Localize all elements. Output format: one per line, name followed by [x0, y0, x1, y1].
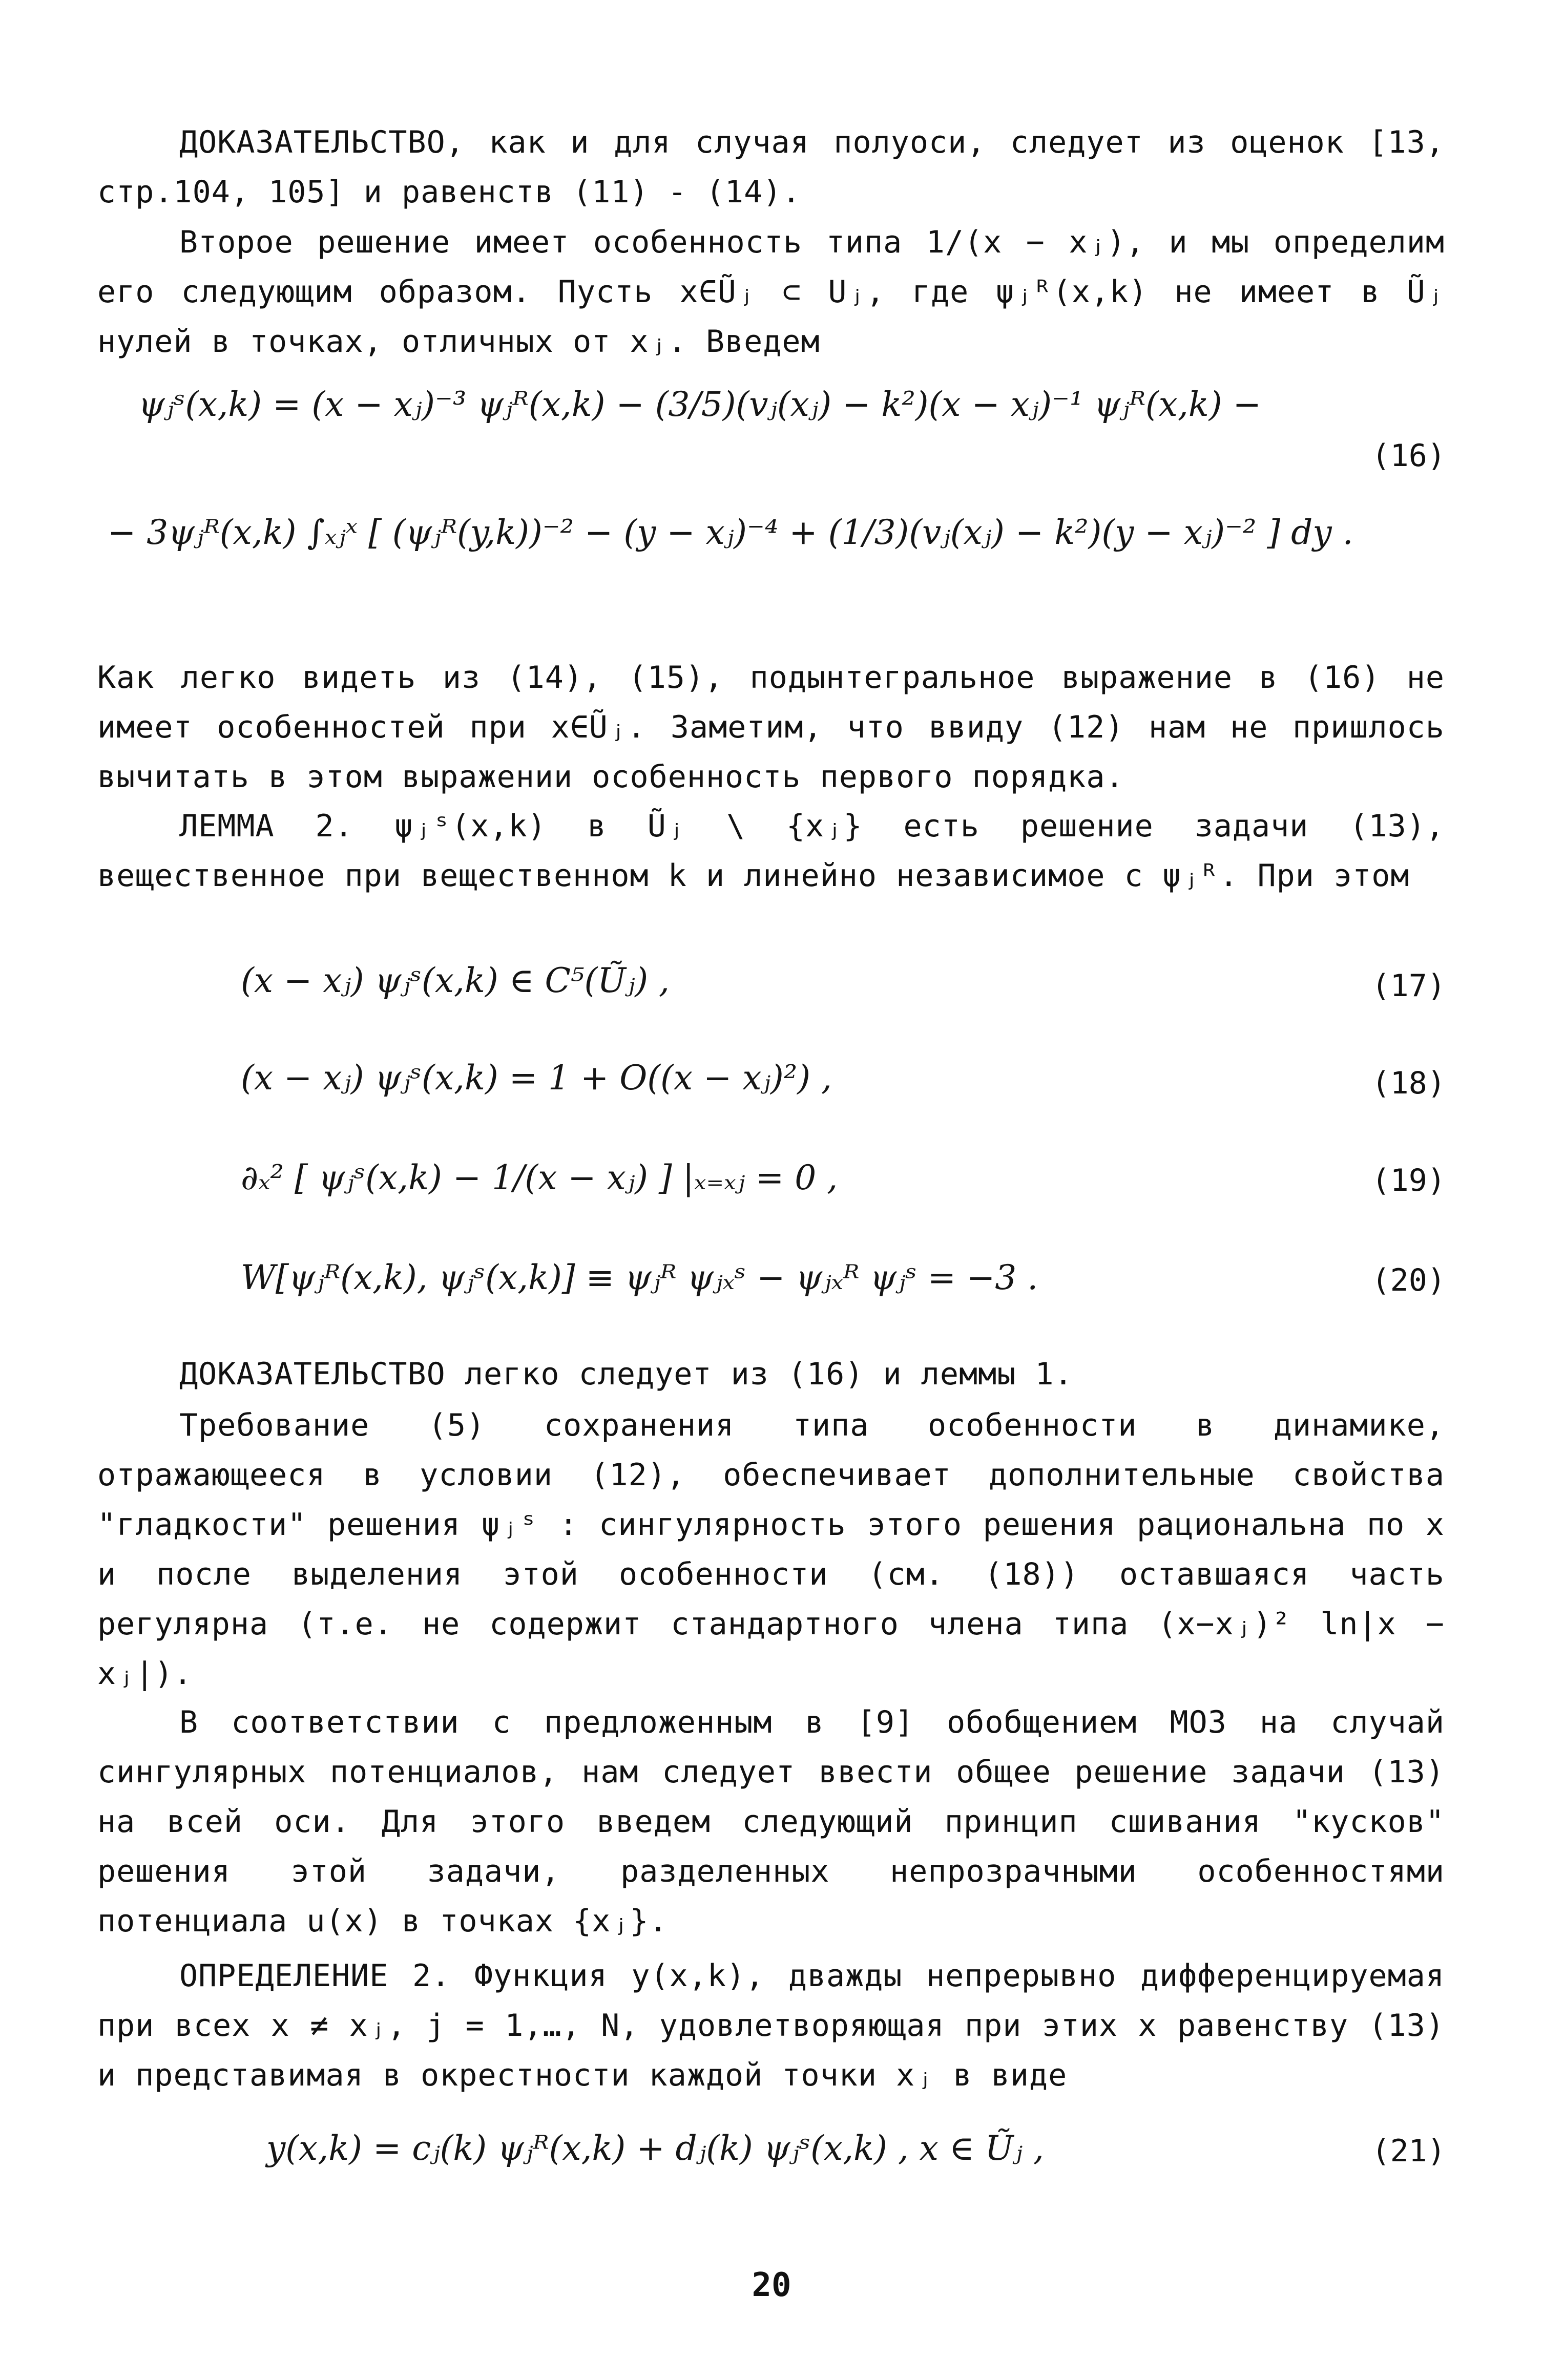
equation-number-17: (17)	[1371, 968, 1446, 1004]
lemma-proof-paragraph: ДОКАЗАТЕЛЬСТВО легко следует из (16) и леммы 1.	[179, 1356, 1073, 1392]
equation-number-19: (19)	[1371, 1163, 1446, 1198]
equation-21: y(x,k) = cⱼ(k) ψⱼᴿ(x,k) + dⱼ(k) ψⱼˢ(x,k) , x ∈ Ũⱼ ,	[266, 2129, 1044, 2168]
definition-2-paragraph: ОПРЕДЕЛЕНИЕ 2. Функция y(x,k), дважды непрерывно дифференцируемая при всех x ≠ xⱼ, j = 1,…, N, удовлетворяющая при этих x равенству (13) и представимая в окрестности каждой точки xⱼ в виде	[97, 1958, 1445, 2093]
equation-number-21: (21)	[1371, 2133, 1446, 2169]
equation-20: W[ψⱼᴿ(x,k), ψⱼˢ(x,k)] ≡ ψⱼᴿ ψⱼₓˢ − ψⱼₓᴿ ψⱼˢ = −3 .	[241, 1258, 1038, 1297]
gluing-principle-paragraph: В соответствии с предложенным в [9] обобщением МОЗ на случай сингулярных потенциалов, нам следует ввести общее решение задачи (13) на всей оси. Для этого введем следующий принцип сшивания "кусков" решения этой задачи, разделенных непрозрачными особенностями потенциала u(x) в точках {xⱼ}.	[97, 1704, 1445, 1939]
lemma-2-paragraph: ЛЕММА 2. ψⱼˢ(x,k) в Ũⱼ \ {xⱼ} есть решение задачи (13), вещественное при вещественном k и линейно независимое с ψⱼᴿ. При этом	[97, 808, 1445, 894]
integrand-remark-paragraph: Как легко видеть из (14), (15), подынтегральное выражение в (16) не имеет особенностей при x∈Ũⱼ. Заметим, что ввиду (12) нам не пришлось вычитать в этом выражении особенность первого порядка.	[97, 660, 1445, 795]
equation-number-16: (16)	[1371, 438, 1446, 474]
smoothness-paragraph: Требование (5) сохранения типа особенности в динамике, отражающееся в условии (12), обеспечивает дополнительные свойства "гладкости" решения ψⱼˢ : сингулярность этого решения рациональна по x и после выделения этой особенности (см. (18)) оставшаяся часть регулярна (т.е. не содержит стандартного члена типа (x−xⱼ)² ln|x − xⱼ|).	[97, 1407, 1445, 1692]
proof-paragraph-1: ДОКАЗАТЕЛЬСТВО, как и для случая полуоси, следует из оценок [13, стр.104, 105] и равенств (11) - (14).	[97, 124, 1445, 210]
equation-18: (x − xⱼ) ψⱼˢ(x,k) = 1 + O((x − xⱼ)²) ,	[241, 1058, 832, 1098]
equation-16-line-2: − 3ψⱼᴿ(x,k) ∫ₓⱼˣ [ (ψⱼᴿ(y,k))⁻² − (y − xⱼ)⁻⁴ + (1/3)(vⱼ(xⱼ) − k²)(y − xⱼ)⁻² ] dy .	[108, 513, 1353, 552]
equation-number-18: (18)	[1371, 1065, 1446, 1101]
equation-16-line-1: ψⱼˢ(x,k) = (x − xⱼ)⁻³ ψⱼᴿ(x,k) − (3/5)(vⱼ(xⱼ) − k²)(x − xⱼ)⁻¹ ψⱼᴿ(x,k) −	[138, 385, 1261, 424]
equation-19: ∂ₓ² [ ψⱼˢ(x,k) − 1/(x − xⱼ) ] |ₓ₌ₓⱼ = 0 ,	[241, 1158, 838, 1197]
page-number: 20	[752, 2266, 791, 2304]
second-solution-paragraph: Второе решение имеет особенность типа 1/(x − xⱼ), и мы определим его следующим образом. Пусть x∈Ũⱼ ⊂ Uⱼ, где ψⱼᴿ(x,k) не имеет в Ũⱼ нулей в точках, отличных от xⱼ. Введем	[97, 224, 1445, 360]
equation-number-20: (20)	[1371, 1262, 1446, 1298]
equation-17: (x − xⱼ) ψⱼˢ(x,k) ∈ C⁵(Ũⱼ) ,	[241, 961, 670, 1000]
